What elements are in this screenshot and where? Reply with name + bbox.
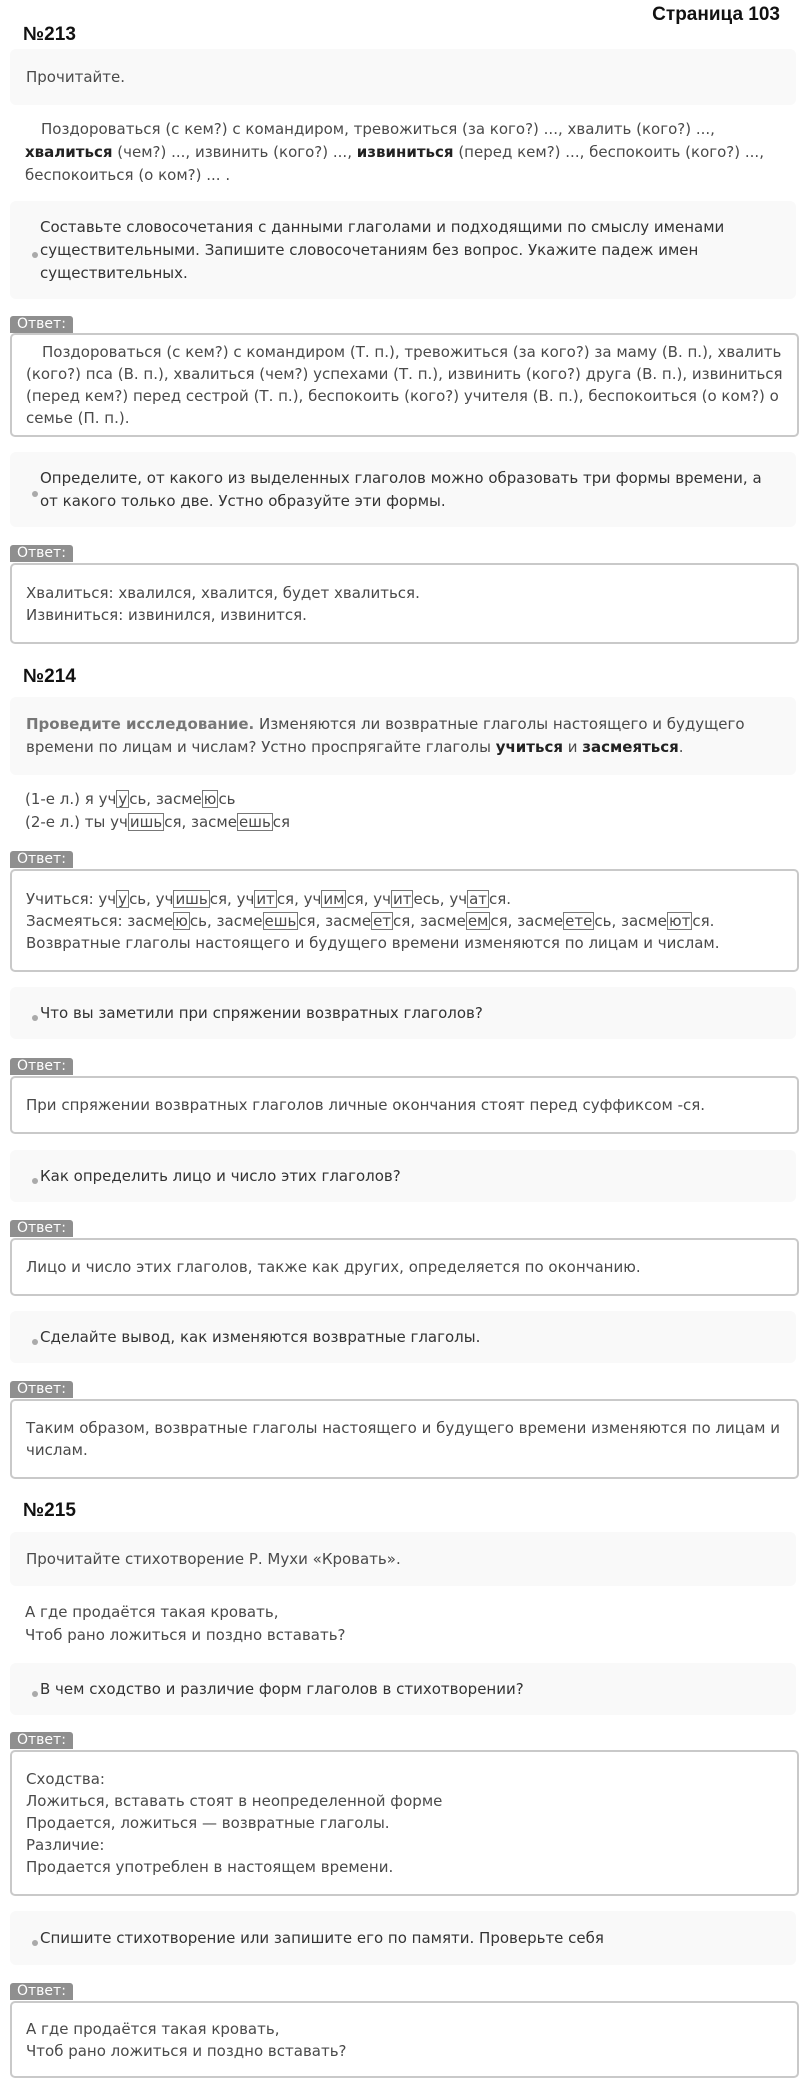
answer-label: Ответ: <box>10 1381 73 1398</box>
ending-mark: ит <box>256 889 275 908</box>
task-213-question-1 <box>10 201 796 299</box>
task-215-number: №215 <box>23 1500 76 1521</box>
answer-text: При спряжении возвратных глаголов личные окончания стоят перед суффиксом -ся. <box>26 1096 706 1114</box>
question-text: Сделайте вывод, как изменяются возвратные глаголы. <box>40 1327 481 1346</box>
answer-line: Засмеяться: засме ю сь, засме ешь ся, засме ет ся, засме ем ся, засме ете сь, засме ют ся. <box>26 911 715 930</box>
ending-mark: у <box>118 790 128 808</box>
answer-text: Таким образом, возвратные глаголы настоящего и будущего времени изменяются по лицам и числам. <box>26 1419 780 1459</box>
answer-label: Ответ: <box>10 1983 73 2000</box>
text-part: (перед кем?) ..., беспокоить (кого?) ..., беспокоиться (о ком?) ... . <box>25 143 764 184</box>
ending-mark: ат <box>469 889 488 908</box>
task-214-question-4 <box>10 1311 796 1363</box>
answer-label: Ответ: <box>10 316 73 333</box>
text-part: (чем?) ..., извинить (кого?) ..., <box>112 143 357 161</box>
answer-line: А где продаётся такая кровать, <box>26 2019 280 2038</box>
ending-mark: ю <box>175 911 188 930</box>
ending-mark: ишь <box>175 889 208 908</box>
task-214-number: №214 <box>23 666 76 687</box>
task-214-examples <box>25 788 785 834</box>
answer-label: Ответ: <box>10 1058 73 1075</box>
question-text: Составьте словосочетания с данными глаголами и подходящими по смыслу именами существительными. Запишите словосочетаниям без вопрос. Укажите падеж имен существительных. <box>40 217 725 282</box>
answer-line: Продается употреблен в настоящем времени. <box>26 1858 394 1876</box>
page-number: Страница 103 <box>652 4 780 25</box>
task-213-instruction-box <box>10 49 796 105</box>
bold-verb: извиниться <box>356 143 454 161</box>
ending-mark: ит <box>392 889 412 908</box>
example-line-2: (2-е л.) ты уч ишь ся, засме ешь ся <box>25 813 291 831</box>
example-line-1: (1-е л.) я уч у сь, засме ю сь <box>25 790 236 808</box>
answer-label: Ответ: <box>10 1220 73 1237</box>
ending-mark: ем <box>467 911 489 930</box>
instruction-text: Прочитайте стихотворение Р. Мухи «Кровать». <box>26 1549 401 1568</box>
ending-mark: ешь <box>264 911 297 930</box>
task-214-answer-2 <box>10 1076 799 1134</box>
answer-text: Поздороваться (с кем?) с командиром (Т. п.), тревожиться (за кого?) за маму (В. п.), хвалить (кого?) пса (В. п.), хвалиться (чем?) успехами (Т. п.), извинить (кого?) друга (В. п.), извиниться (перед кем?) перед сестрой (Т. п.), беспокоить (кого?) учителя (В. п.), беспокоиться (о ком?) о семье (П. п.). <box>26 343 783 427</box>
text-part: Поздороваться (с кем?) с командиром, тревожиться (за кого?) ..., хвалить (кого?) ..., <box>41 120 715 138</box>
answer-line: Извиниться: извинился, извинится. <box>26 605 307 624</box>
task-213-exercise-text <box>25 118 785 187</box>
answer-line: Чтоб рано ложиться и поздно вставать? <box>26 2041 347 2060</box>
bold-verb: засмеяться <box>582 738 679 756</box>
answer-text: Лицо и число этих глаголов, также как других, определяется по окончанию. <box>26 1258 641 1276</box>
poem-line: Чтоб рано ложиться и поздно вставать? <box>25 1626 346 1644</box>
ending-mark: ет <box>373 911 392 930</box>
question-text: Определите, от какого из выделенных глаголов можно образовать три формы времени, а от какого только две. Устно образуйте эти формы. <box>40 468 762 510</box>
ending-mark: ете <box>565 911 593 930</box>
task-213-question-2 <box>10 452 796 527</box>
task-213-number: №213 <box>23 24 76 45</box>
intro-text <box>26 713 780 759</box>
task-214-question-2 <box>10 987 796 1039</box>
ending-mark: ют <box>668 911 691 930</box>
task-215-answer-1 <box>10 1750 799 1896</box>
bold-verb: хвалиться <box>25 143 113 161</box>
bold-verb: учиться <box>495 738 563 756</box>
task-215-question-1 <box>10 1663 796 1715</box>
task-214-answer-1 <box>10 869 799 972</box>
intro-rest: Изменяются ли возвратные глаголы настоящего и будущего времени по лицам и числам? Устно проспрягайте глаголы <box>26 715 745 756</box>
answer-line: Учиться: уч у сь, уч ишь ся, уч ит ся, уч им ся, уч ит есь, уч ат ся. <box>26 889 512 908</box>
question-text: Как определить лицо и число этих глаголов? <box>40 1166 401 1185</box>
task-214-question-3 <box>10 1150 796 1202</box>
ending-mark: ешь <box>238 813 271 831</box>
question-text: Спишите стихотворение или запишите его по памяти. Проверьте себя <box>40 1928 604 1947</box>
answer-line: Продается, ложиться — возвратные глаголы. <box>26 1814 390 1832</box>
task-215-question-2 <box>10 1911 796 1965</box>
answer-line: Сходства: <box>26 1770 105 1788</box>
question-text: В чем сходство и различие форм глаголов в стихотворении? <box>40 1679 524 1698</box>
ending-mark: ю <box>203 790 217 808</box>
task-213-answer-2 <box>10 563 799 644</box>
answer-label: Ответ: <box>10 545 73 562</box>
answer-line: Хвалиться: хвалился, хвалится, будет хвалиться. <box>26 583 420 602</box>
task-215-instruction-box <box>10 1532 796 1586</box>
ending-mark: ишь <box>129 813 163 831</box>
question-text: Что вы заметили при спряжении возвратных глаголов? <box>40 1003 483 1022</box>
answer-line: Ложиться, вставать стоят в неопределенной форме <box>26 1792 443 1810</box>
text-part: . <box>678 738 684 756</box>
task-215-answer-2 <box>10 2001 799 2078</box>
task-214-intro-box <box>10 697 796 775</box>
task-213-answer-1 <box>10 333 799 437</box>
poem-line: А где продаётся такая кровать, <box>25 1603 279 1621</box>
answer-line: Различие: <box>26 1836 105 1854</box>
intro-bold: Проведите исследование. <box>26 715 255 733</box>
task-214-answer-3 <box>10 1238 799 1296</box>
task-214-answer-4 <box>10 1399 799 1479</box>
ending-mark: им <box>323 889 345 908</box>
ending-mark: у <box>118 889 128 908</box>
answer-line: Возвратные глаголы настоящего и будущего времени изменяются по лицам и числам. <box>26 933 720 952</box>
instruction-text: Прочитайте. <box>26 67 126 86</box>
answer-label: Ответ: <box>10 851 73 868</box>
task-215-poem <box>25 1601 785 1647</box>
answer-label: Ответ: <box>10 1732 73 1749</box>
text-part: и <box>562 738 583 756</box>
